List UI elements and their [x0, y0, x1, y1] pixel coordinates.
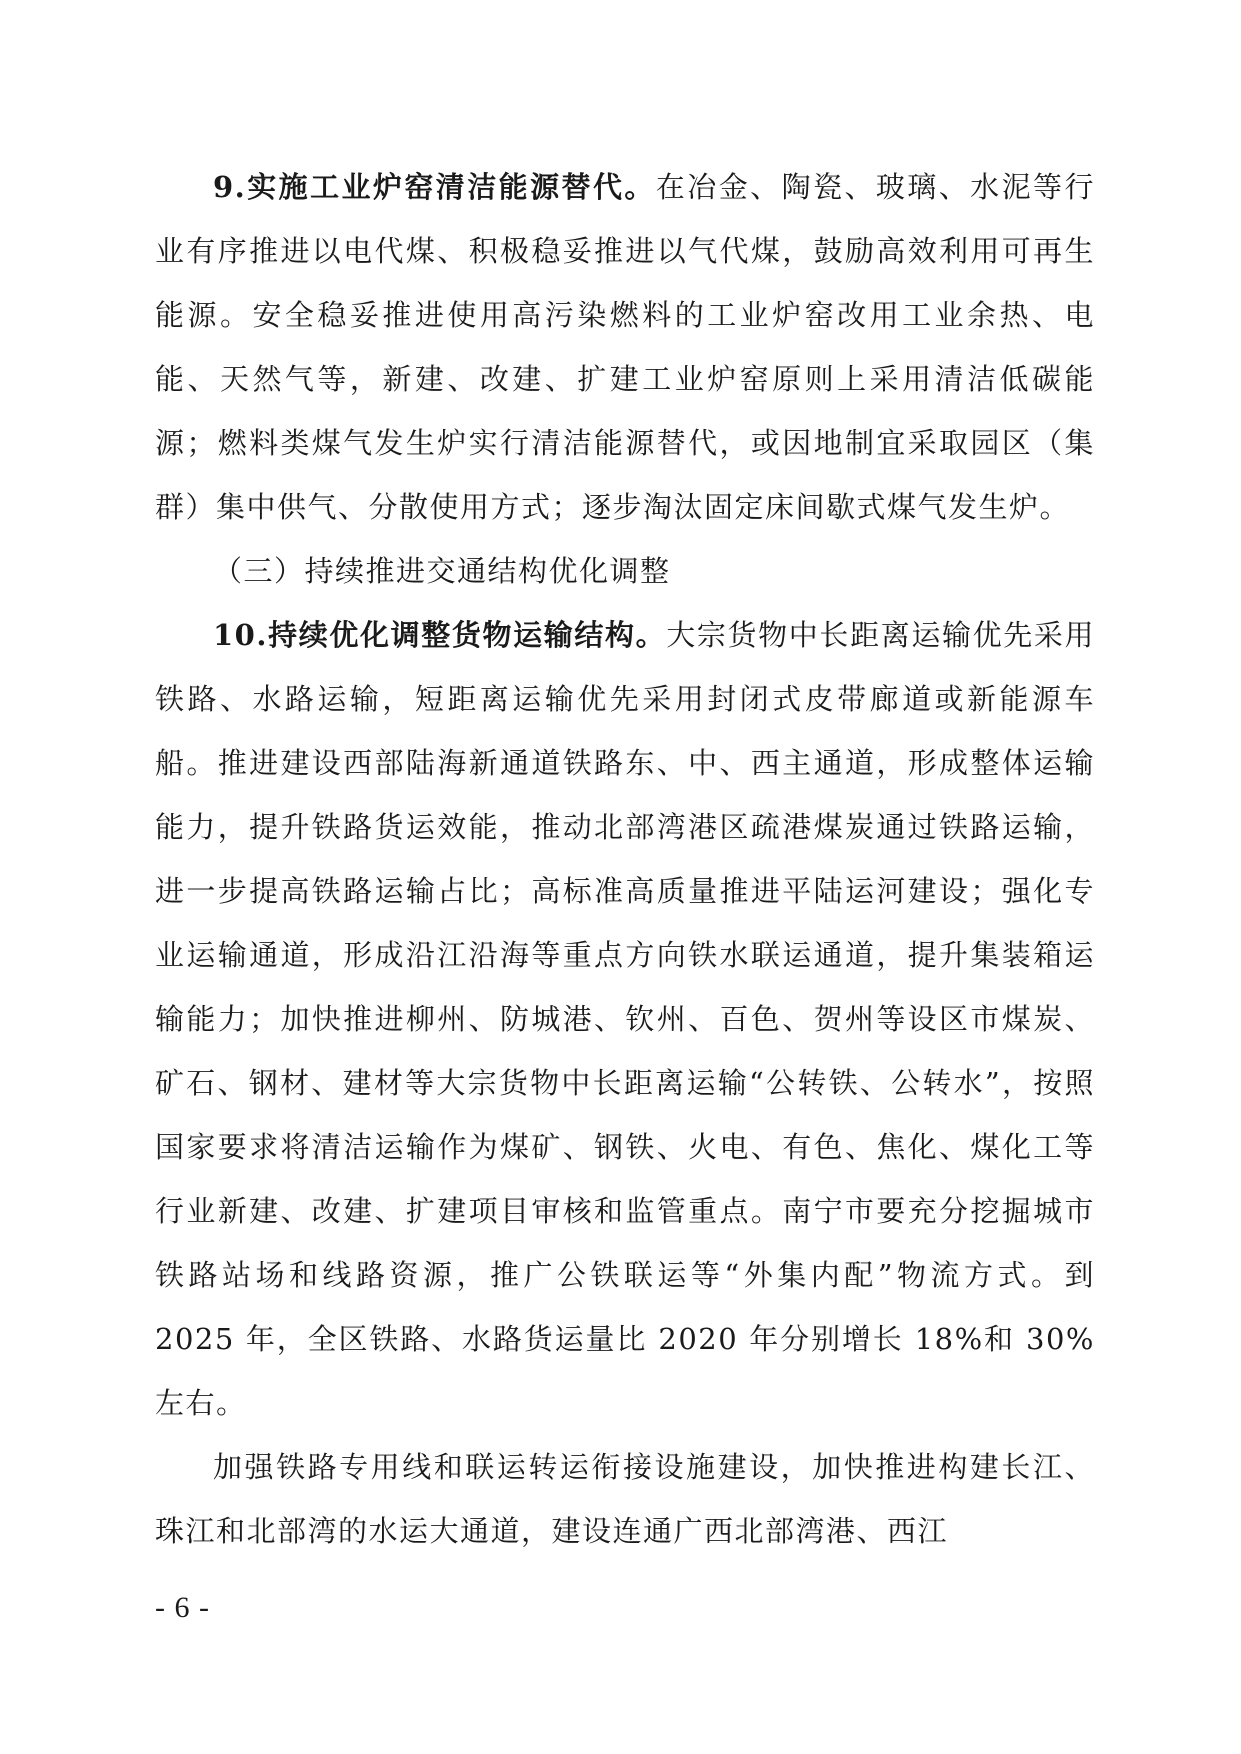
section-9-title: 9.实施工业炉窑清洁能源替代。 [213, 170, 656, 204]
section-9-body: 在冶金、陶瓷、玻璃、水泥等行业有序推进以电代煤、积极稳妥推进以气代煤，鼓励高效利用可再生能源。安全稳妥推进使用高污染燃料的工业炉窑改用工业余热、电能、天然气等，新建、改建、扩建工业炉窑原则上采用清洁低碳能源；燃料类煤气发生炉实行清洁能源替代，或因地制宜采取园区（集群）集中供气、分散使用方式；逐步淘汰固定床间歇式煤气发生炉。 [155, 170, 1095, 524]
section-10-title: 10.持续优化调整货物运输结构。 [213, 618, 667, 652]
section-9-paragraph [155, 155, 1095, 539]
document-body [155, 155, 1095, 1563]
next-paragraph: 加强铁路专用线和联运转运衔接设施建设，加快推进构建长江、珠江和北部湾的水运大通道，建设连通广西北部湾港、西江 [155, 1450, 1095, 1548]
subsection-3-heading: （三）持续推进交通结构优化调整 [213, 554, 671, 588]
page-number: - 6 - [155, 1591, 210, 1624]
section-10-body: 大宗货物中长距离运输优先采用铁路、水路运输，短距离运输优先采用封闭式皮带廊道或新能源车船。推进建设西部陆海新通道铁路东、中、西主通道，形成整体运输能力，提升铁路货运效能，推动北部湾港区疏港煤炭通过铁路运输，进一步提高铁路运输占比；高标准高质量推进平陆运河建设；强化专业运输通道，形成沿江沿海等重点方向铁水联运通道，提升集装箱运输能力；加快推进柳州、防城港、钦州、百色、贺州等设区市煤炭、矿石、钢材、建材等大宗货物中长距离运输“公转铁、公转水”，按照国家要求将清洁运输作为煤矿、钢铁、火电、有色、焦化、煤化工等行业新建、改建、扩建项目审核和监管重点。南宁市要充分挖掘城市铁路站场和线路资源，推广公铁联运等“外集内配”物流方式。到 2025 年，全区铁路、水路货运量比 2020 年分别增长 18%和 30%左右。 [155, 618, 1095, 1420]
section-10-paragraph [155, 603, 1095, 1435]
